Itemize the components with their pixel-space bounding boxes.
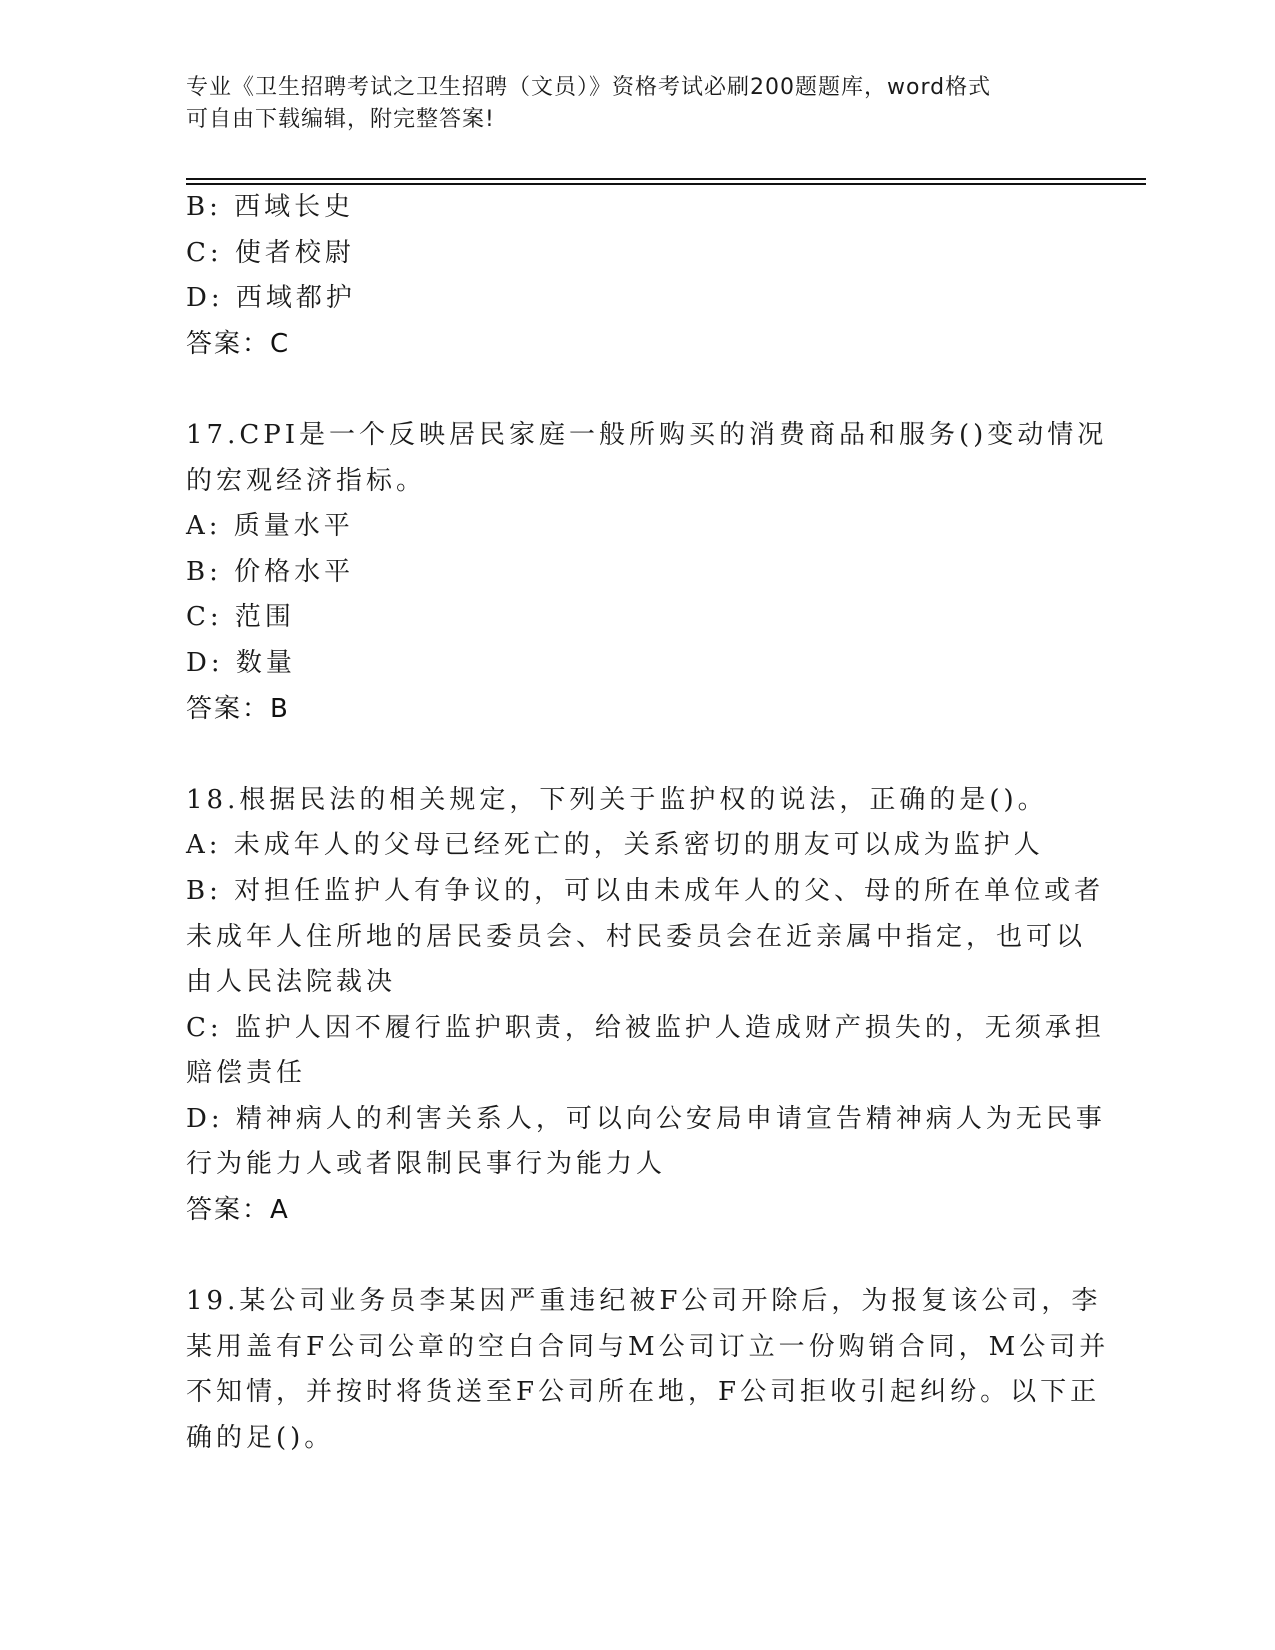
spacer bbox=[186, 1234, 1086, 1280]
spacer bbox=[186, 367, 1086, 413]
question-content bbox=[186, 185, 1110, 1462]
document-header bbox=[186, 72, 1066, 136]
option-b: B: 对担任监护人有争议的，可以由未成年人的父、母的所在单位或者 bbox=[186, 875, 1105, 906]
question-18 bbox=[186, 778, 1106, 1234]
answer-label: 答案：B bbox=[186, 693, 290, 724]
option-b: B: 价格水平 bbox=[186, 556, 355, 587]
question-stem-line: 17.CPI是一个反映居民家庭一般所购买的消费商品和服务()变动情况 bbox=[186, 419, 1108, 450]
spacer bbox=[186, 732, 1086, 778]
question-stem-line: 的宏观经济指标。 bbox=[186, 465, 427, 496]
option-c: C: 使者校尉 bbox=[186, 237, 355, 268]
option-d: D: 西域都护 bbox=[186, 283, 356, 314]
option-b: B: 西域长史 bbox=[186, 192, 355, 222]
question-stem-line: 19.某公司业务员李某因严重违纪被F公司开除后，为报复该公司，李 bbox=[186, 1286, 1102, 1317]
question-17 bbox=[186, 413, 1108, 732]
option-d-continued: 行为能力人或者限制民事行为能力人 bbox=[186, 1149, 667, 1180]
header-title-line-1: 专业《卫生招聘考试之卫生招聘（文员）》资格考试必刷200题题库，word格式 bbox=[186, 75, 992, 100]
question-16-tail bbox=[186, 185, 1086, 367]
question-stem-line: 确的足()。 bbox=[186, 1423, 335, 1454]
question-stem-line: 18.根据民法的相关规定，下列关于监护权的说法，正确的是()。 bbox=[186, 784, 1048, 815]
question-19 bbox=[186, 1279, 1110, 1461]
header-title-line-2: 可自由下载编辑，附完整答案! bbox=[186, 107, 495, 132]
option-c: C: 监护人因不履行监护职责，给被监护人造成财产损失的，无须承担 bbox=[186, 1012, 1105, 1043]
answer-label: 答案：A bbox=[186, 1195, 290, 1226]
option-d: D: 数量 bbox=[186, 647, 296, 678]
option-c-continued: 赔偿责任 bbox=[186, 1058, 307, 1089]
option-b-continued: 由人民法院裁决 bbox=[186, 967, 397, 998]
option-a: A: 质量水平 bbox=[186, 511, 354, 542]
answer-label: 答案：C bbox=[186, 328, 291, 359]
option-a: A: 未成年人的父母已经死亡的，关系密切的朋友可以成为监护人 bbox=[186, 830, 1044, 861]
header-divider-top bbox=[186, 178, 1146, 180]
question-stem-line: 不知情，并按时将货送至F公司所在地，F公司拒收引起纠纷。以下正 bbox=[186, 1377, 1101, 1408]
option-b-continued: 未成年人住所地的居民委员会、村民委员会在近亲属中指定，也可以 bbox=[186, 921, 1087, 952]
question-stem-line: 某用盖有F公司公章的空白合同与M公司订立一份购销合同，M公司并 bbox=[186, 1331, 1110, 1362]
option-d: D: 精神病人的利害关系人，可以向公安局申请宣告精神病人为无民事 bbox=[186, 1103, 1106, 1134]
option-c: C: 范围 bbox=[186, 602, 295, 633]
